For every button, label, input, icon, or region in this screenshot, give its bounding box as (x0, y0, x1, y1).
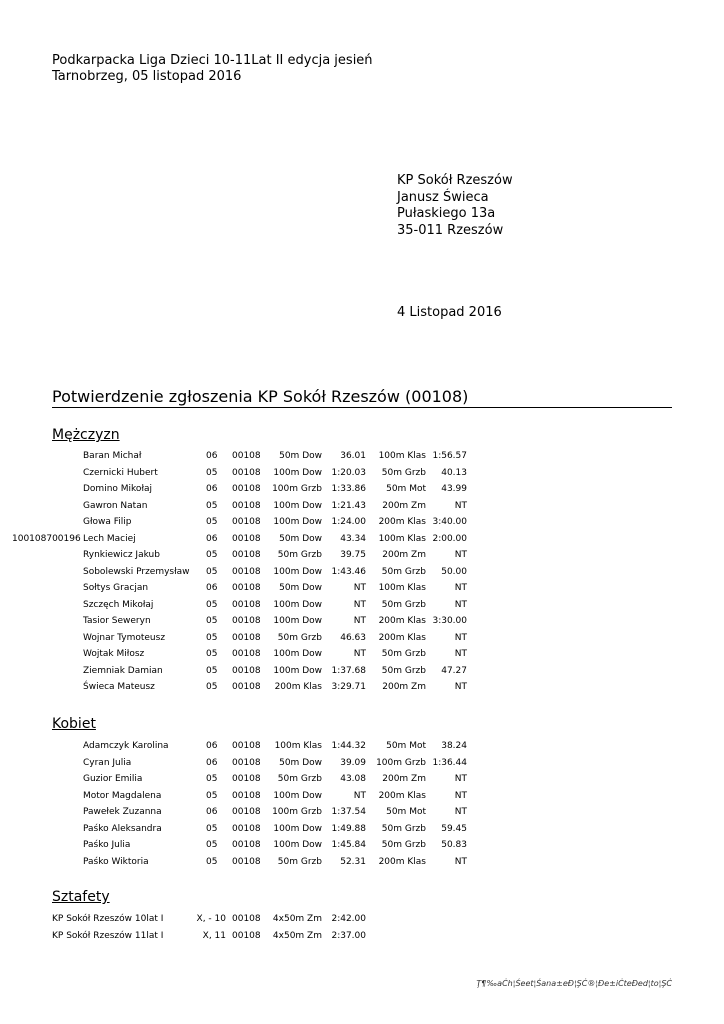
cell-t2: NT (454, 682, 467, 692)
table-row (0, 679, 724, 695)
cell-ev2: 200m Zm (382, 500, 426, 511)
cell-ev1: 50m Dow (279, 757, 322, 768)
cell-t2: NT (454, 550, 467, 560)
cell-ev2: 50m Grzb (381, 823, 426, 834)
cell-ev1: 100m Dow (273, 599, 322, 610)
cell-t2: 1:56.57 (432, 451, 467, 461)
cell-age: 06 (206, 533, 218, 544)
cell-club: 00108 (232, 665, 261, 676)
section-relays-heading: Sztafety (52, 889, 110, 905)
cell-age: 05 (206, 649, 218, 659)
cell-age: 05 (206, 774, 218, 784)
cell-name: KP Sokół Rzeszów 10lat I (52, 914, 164, 924)
cell-name: Sołtys Gracjan (83, 583, 149, 593)
cell-club: 00108 (232, 467, 261, 478)
cell-name: Paśko Julia (83, 840, 131, 850)
cell-age: X, - 10 (196, 914, 226, 924)
cell-t1: NT (353, 649, 366, 659)
table-row (0, 663, 724, 679)
cell-club: 00108 (232, 533, 261, 544)
cell-name: Domino Mikołaj (83, 484, 153, 494)
cell-t2: NT (454, 807, 467, 817)
section-women-heading: Kobiet (52, 716, 96, 732)
cell-name: Paśko Wiktoria (83, 856, 149, 867)
document-date: 4 Listopad 2016 (397, 305, 502, 320)
cell-t2: 2:00.00 (432, 533, 467, 544)
cell-t1: 1:44.32 (331, 741, 366, 751)
cell-id: 100108700196 (12, 533, 81, 544)
table-row (0, 597, 724, 613)
cell-ev2: 100m Klas (378, 533, 426, 544)
cell-age: 06 (206, 807, 218, 817)
cell-t1: NT (353, 599, 366, 610)
cell-age: 06 (206, 484, 218, 494)
cell-ev2: 50m Grzb (381, 566, 426, 577)
cell-ev2: 50m Mot (386, 741, 426, 751)
cell-t1: 2:42.00 (331, 914, 366, 924)
table-row (0, 755, 724, 771)
cell-t2: 38.24 (441, 741, 467, 751)
cell-club: 00108 (232, 914, 261, 924)
cell-t2: 40.13 (441, 467, 467, 478)
cell-ev1: 50m Grzb (277, 550, 322, 560)
cell-t1: 1:37.68 (331, 665, 366, 676)
cell-club: 00108 (232, 451, 261, 461)
cell-ev2: 200m Zm (382, 774, 426, 784)
cell-ev2: 200m Zm (382, 682, 426, 692)
cell-name: Wojnar Tymoteusz (83, 632, 166, 643)
cell-ev1: 100m Dow (273, 790, 322, 801)
table-row (0, 738, 724, 754)
cell-age: 05 (206, 566, 218, 577)
cell-club: 00108 (232, 484, 261, 494)
cell-ev2: 50m Grzb (381, 840, 426, 850)
cell-ev1: 200m Klas (274, 682, 322, 692)
cell-t2: NT (454, 856, 467, 867)
cell-t2: 59.45 (441, 823, 467, 834)
address-club: KP Sokół Rzeszów (397, 173, 513, 188)
cell-club: 00108 (232, 774, 261, 784)
cell-ev2: 50m Mot (386, 484, 426, 494)
cell-club: 00108 (232, 931, 261, 941)
cell-ev1: 100m Dow (273, 840, 322, 850)
cell-club: 00108 (232, 823, 261, 834)
cell-t2: 50.00 (441, 566, 467, 577)
cell-t1: NT (353, 616, 366, 626)
table-row (0, 481, 724, 497)
cell-name: Szczęch Mikołaj (83, 599, 154, 610)
cell-age: 05 (206, 500, 218, 511)
cell-age: 05 (206, 517, 218, 527)
table-row (0, 580, 724, 596)
cell-name: Tasior Seweryn (83, 616, 151, 626)
cell-age: 05 (206, 665, 218, 676)
cell-age: 05 (206, 467, 218, 478)
cell-age: 05 (206, 616, 218, 626)
cell-t1: 1:21.43 (331, 500, 366, 511)
table-row (0, 630, 724, 646)
cell-t1: 1:43.46 (331, 566, 366, 577)
cell-t2: 1:36.44 (432, 757, 467, 768)
cell-club: 00108 (232, 632, 261, 643)
cell-ev1: 100m Dow (273, 649, 322, 659)
cell-club: 00108 (232, 616, 261, 626)
title-underline (52, 407, 672, 408)
cell-age: 06 (206, 757, 218, 768)
cell-ev2: 50m Grzb (381, 649, 426, 659)
cell-club: 00108 (232, 807, 261, 817)
table-row (0, 531, 724, 547)
cell-t1: 36.01 (340, 451, 366, 461)
table-row (0, 804, 724, 820)
cell-age: 05 (206, 790, 218, 801)
cell-ev1: 100m Dow (273, 616, 322, 626)
header-line-2: Tarnobrzeg, 05 listopad 2016 (52, 69, 242, 84)
cell-age: 06 (206, 583, 218, 593)
cell-t1: 1:24.00 (331, 517, 366, 527)
cell-t1: 39.75 (340, 550, 366, 560)
cell-name: Paśko Aleksandra (83, 823, 162, 834)
cell-age: 06 (206, 741, 218, 751)
cell-ev1: 100m Grzb (272, 807, 322, 817)
table-row (0, 448, 724, 464)
table-row (0, 788, 724, 804)
table-row (0, 837, 724, 853)
cell-club: 00108 (232, 757, 261, 768)
cell-age: 06 (206, 451, 218, 461)
cell-ev1: 50m Dow (279, 533, 322, 544)
cell-t1: NT (353, 790, 366, 801)
cell-t2: NT (454, 583, 467, 593)
cell-club: 00108 (232, 682, 261, 692)
table-row (0, 564, 724, 580)
cell-t2: NT (454, 790, 467, 801)
cell-ev1: 100m Klas (274, 741, 322, 751)
cell-club: 00108 (232, 649, 261, 659)
table-row (0, 514, 724, 530)
cell-ev1: 50m Grzb (277, 856, 322, 867)
cell-age: 05 (206, 599, 218, 610)
cell-ev2: 50m Mot (386, 807, 426, 817)
table-row (0, 498, 724, 514)
cell-name: Cyran Julia (83, 757, 132, 768)
cell-t1: 2:37.00 (331, 931, 366, 941)
cell-t2: 50.83 (441, 840, 467, 850)
cell-name: Wojtak Miłosz (83, 649, 145, 659)
cell-t2: NT (454, 774, 467, 784)
cell-ev2: 100m Klas (378, 583, 426, 593)
cell-club: 00108 (232, 790, 261, 801)
cell-age: 05 (206, 550, 218, 560)
table-row (0, 771, 724, 787)
section-men-heading: Mężczyzn (52, 427, 120, 443)
cell-club: 00108 (232, 517, 261, 527)
cell-ev1: 100m Dow (273, 500, 322, 511)
cell-name: Rynkiewicz Jakub (83, 550, 160, 560)
cell-ev2: 200m Klas (378, 517, 426, 527)
cell-ev2: 50m Grzb (381, 467, 426, 478)
cell-age: 05 (206, 840, 218, 850)
table-row (0, 821, 724, 837)
cell-t1: 39.09 (340, 757, 366, 768)
cell-t2: NT (454, 649, 467, 659)
cell-t1: 1:33.86 (331, 484, 366, 494)
cell-age: 05 (206, 823, 218, 834)
cell-t2: 3:30.00 (432, 616, 467, 626)
cell-name: Głowa Filip (83, 517, 132, 527)
cell-ev1: 4x50m Zm (272, 931, 322, 941)
cell-name: Gawron Natan (83, 500, 148, 511)
cell-ev2: 50m Grzb (381, 665, 426, 676)
address-city: 35-011 Rzeszów (397, 223, 504, 238)
cell-t1: 1:20.03 (331, 467, 366, 478)
cell-t1: NT (353, 583, 366, 593)
cell-t2: 3:40.00 (432, 517, 467, 527)
cell-name: KP Sokół Rzeszów 11lat I (52, 931, 164, 941)
cell-age: 05 (206, 632, 218, 643)
cell-name: Pawełek Zuzanna (83, 807, 162, 817)
page-title: Potwierdzenie zgłoszenia KP Sokół Rzeszów (00108) (52, 387, 469, 406)
footer-text: Ţ¶‰aĊh¦Śeet¦Śana±eĐ¦ŞĊ®¦Đe±iĊteĐed¦to¦ŞĊ (476, 979, 672, 988)
table-row (0, 928, 724, 944)
cell-age: 05 (206, 856, 218, 867)
cell-t1: 1:45.84 (331, 840, 366, 850)
cell-ev1: 4x50m Zm (272, 914, 322, 924)
cell-club: 00108 (232, 741, 261, 751)
cell-ev2: 200m Zm (382, 550, 426, 560)
cell-name: Motor Magdalena (83, 790, 162, 801)
table-row (0, 547, 724, 563)
cell-age: X, 11 (202, 931, 226, 941)
cell-ev1: 100m Dow (273, 566, 322, 577)
cell-ev1: 50m Grzb (277, 632, 322, 643)
cell-ev1: 100m Dow (273, 823, 322, 834)
cell-club: 00108 (232, 856, 261, 867)
cell-ev2: 200m Klas (378, 616, 426, 626)
cell-ev1: 100m Dow (273, 665, 322, 676)
cell-club: 00108 (232, 599, 261, 610)
address-person: Janusz Świeca (397, 190, 489, 205)
cell-t1: 43.34 (340, 533, 366, 544)
cell-ev2: 200m Klas (378, 856, 426, 867)
cell-name: Adamczyk Karolina (83, 741, 169, 751)
cell-club: 00108 (232, 840, 261, 850)
cell-ev1: 50m Dow (279, 583, 322, 593)
cell-ev1: 50m Dow (279, 451, 322, 461)
cell-t2: 47.27 (441, 665, 467, 676)
table-row (0, 465, 724, 481)
cell-t1: 46.63 (340, 632, 366, 643)
cell-t2: 43.99 (441, 484, 467, 494)
cell-name: Guzior Emilia (83, 774, 143, 784)
cell-ev2: 100m Grzb (376, 757, 426, 768)
cell-t2: NT (454, 632, 467, 643)
cell-club: 00108 (232, 583, 261, 593)
cell-t1: 1:49.88 (331, 823, 366, 834)
cell-ev2: 200m Klas (378, 790, 426, 801)
cell-name: Ziemniak Damian (83, 665, 163, 676)
address-street: Pułaskiego 13a (397, 206, 496, 221)
cell-name: Świeca Mateusz (83, 682, 155, 692)
cell-ev2: 100m Klas (378, 451, 426, 461)
cell-ev1: 100m Grzb (272, 484, 322, 494)
header-line-1: Podkarpacka Liga Dzieci 10-11Lat II edycja jesień (52, 53, 373, 68)
table-row (0, 613, 724, 629)
cell-ev1: 100m Dow (273, 467, 322, 478)
cell-t1: 3:29.71 (331, 682, 366, 692)
cell-t1: 43.08 (340, 774, 366, 784)
cell-name: Lech Maciej (83, 533, 136, 544)
table-row (0, 911, 724, 927)
cell-t2: NT (454, 599, 467, 610)
table-row (0, 646, 724, 662)
cell-name: Czernicki Hubert (83, 467, 158, 478)
cell-ev1: 100m Dow (273, 517, 322, 527)
cell-club: 00108 (232, 550, 261, 560)
cell-t1: 52.31 (340, 856, 366, 867)
cell-ev2: 50m Grzb (381, 599, 426, 610)
cell-t2: NT (454, 500, 467, 511)
cell-ev1: 50m Grzb (277, 774, 322, 784)
cell-name: Baran Michał (83, 451, 142, 461)
cell-age: 05 (206, 682, 218, 692)
cell-ev2: 200m Klas (378, 632, 426, 643)
table-row (0, 854, 724, 870)
cell-t1: 1:37.54 (331, 807, 366, 817)
cell-name: Sobolewski Przemysław (83, 566, 190, 577)
cell-club: 00108 (232, 500, 261, 511)
cell-club: 00108 (232, 566, 261, 577)
